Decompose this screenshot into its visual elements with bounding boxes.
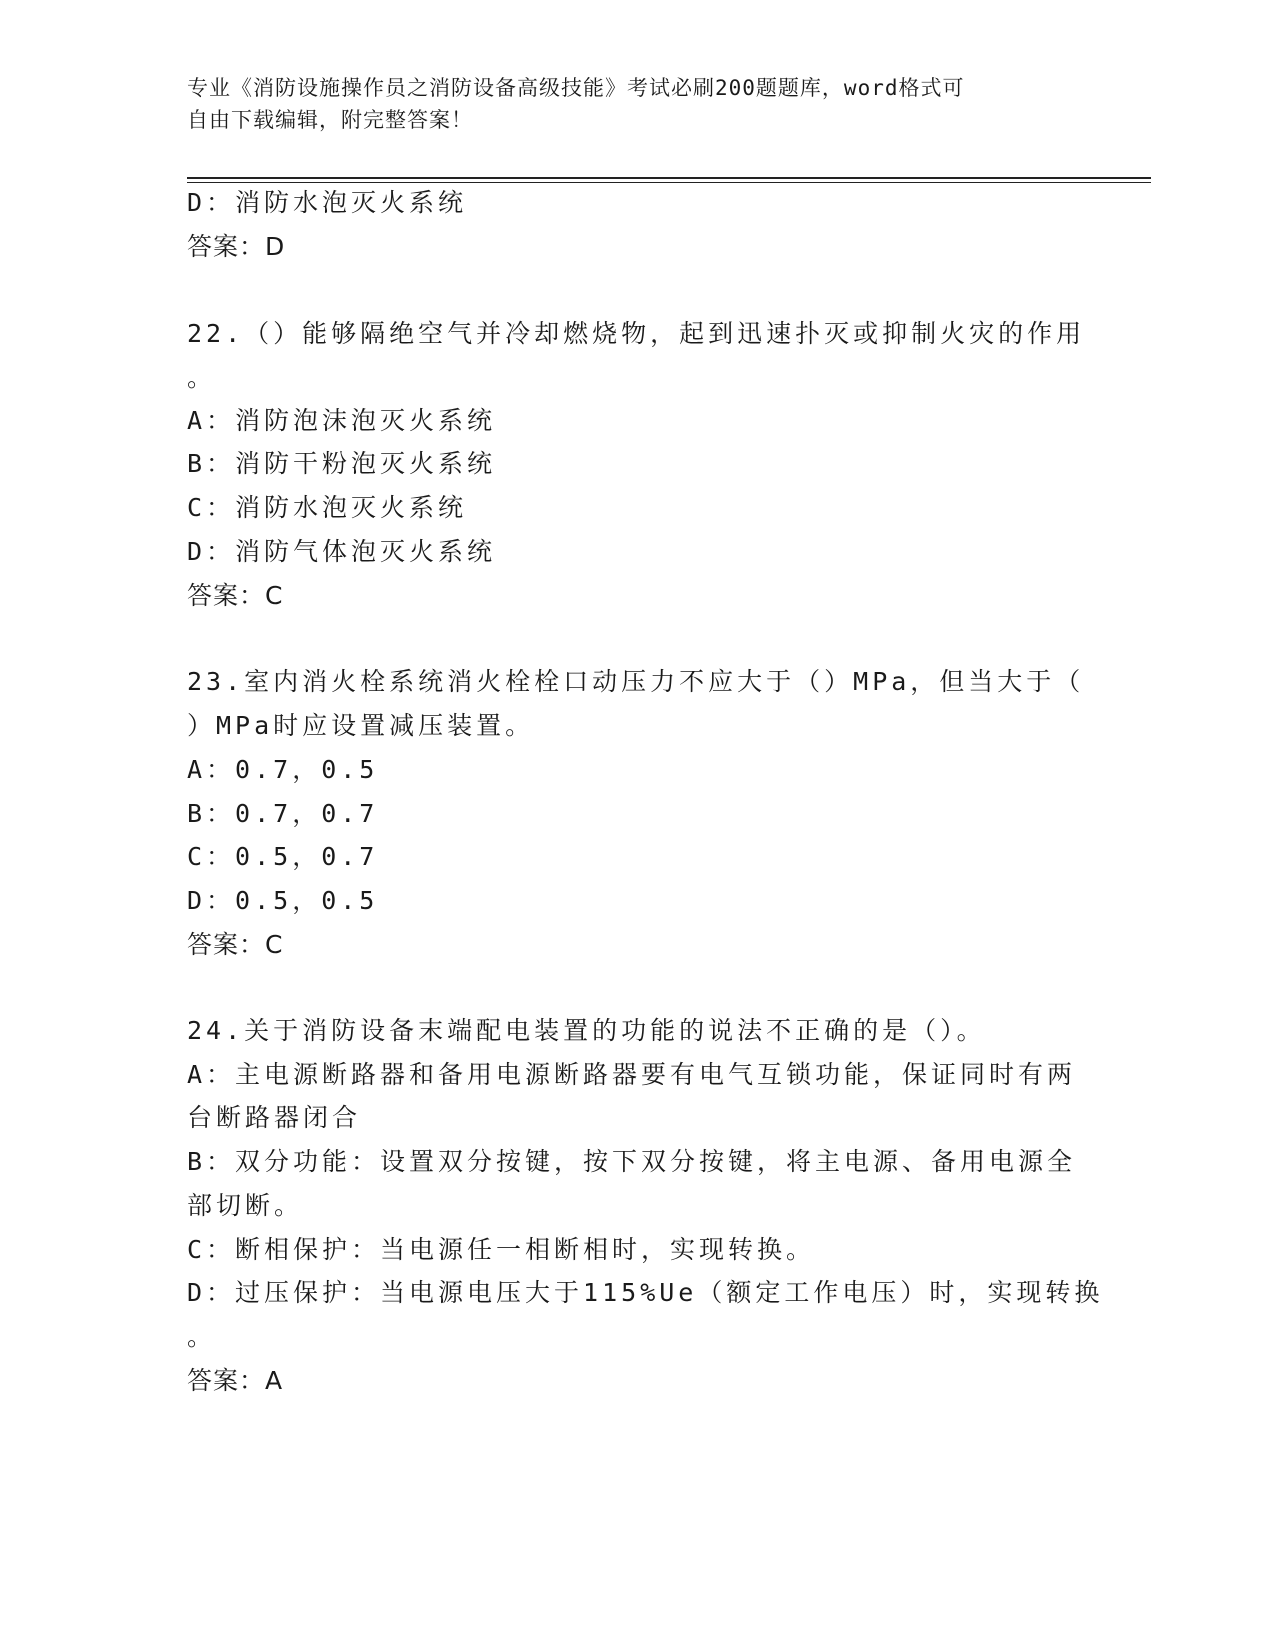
q23-option-a: A：0.7，0.5 xyxy=(187,755,379,784)
q24-option-a-line-2: 台断路器闭合 xyxy=(187,1103,362,1132)
q24-option-a-line-1: A：主电源断路器和备用电源断路器要有电气互锁功能，保证同时有两 xyxy=(187,1060,1077,1089)
document-header xyxy=(187,72,1067,136)
q23-stem-line-2: ）MPa时应设置减压装置。 xyxy=(187,711,535,740)
q23-answer: 答案：C xyxy=(187,930,284,959)
q22-stem-line-2: 。 xyxy=(187,363,217,392)
q24-option-d-line-1: D：过压保护：当电源电压大于115%Ue（额定工作电压）时，实现转换 xyxy=(187,1278,1104,1307)
q22-option-b: B：消防干粉泡灭火系统 xyxy=(187,449,497,478)
prev-option-d: D：消防水泡灭火系统 xyxy=(187,188,468,217)
prev-answer: 答案：D xyxy=(187,232,286,261)
q24-option-d-line-2: 。 xyxy=(187,1322,217,1351)
q22-stem-line-1: 22.（）能够隔绝空气并冷却燃烧物，起到迅速扑灭或抑制火灾的作用 xyxy=(187,319,1086,348)
q24-option-c: C：断相保护：当电源任一相断相时，实现转换。 xyxy=(187,1235,816,1264)
q24-option-b-line-2: 部切断。 xyxy=(187,1191,304,1220)
q24-stem: 24.关于消防设备末端配电装置的功能的说法不正确的是（）。 xyxy=(187,1016,986,1045)
header-line-2: 自由下载编辑，附完整答案！ xyxy=(187,108,473,132)
q23-option-b: B：0.7，0.7 xyxy=(187,799,379,828)
header-rule-thin xyxy=(187,182,1151,183)
q22-option-c: C：消防水泡灭火系统 xyxy=(187,493,468,522)
header-rule-thick xyxy=(187,177,1151,179)
header-line-1: 专业《消防设施操作员之消防设备高级技能》考试必刷200题题库，word格式可 xyxy=(187,76,965,100)
q22-option-a: A：消防泡沫泡灭火系统 xyxy=(187,406,497,435)
q24-answer: 答案：A xyxy=(187,1366,284,1395)
q23-option-d: D：0.5，0.5 xyxy=(187,886,379,915)
q22-option-d: D：消防气体泡灭火系统 xyxy=(187,537,497,566)
q24-option-b-line-1: B：双分功能：设置双分按键，按下双分按键，将主电源、备用电源全 xyxy=(187,1147,1077,1176)
q22-answer: 答案：C xyxy=(187,581,284,610)
q23-option-c: C：0.5，0.7 xyxy=(187,842,379,871)
q23-stem-line-1: 23.室内消火栓系统消火栓栓口动压力不应大于（）MPa，但当大于（ xyxy=(187,667,1085,696)
